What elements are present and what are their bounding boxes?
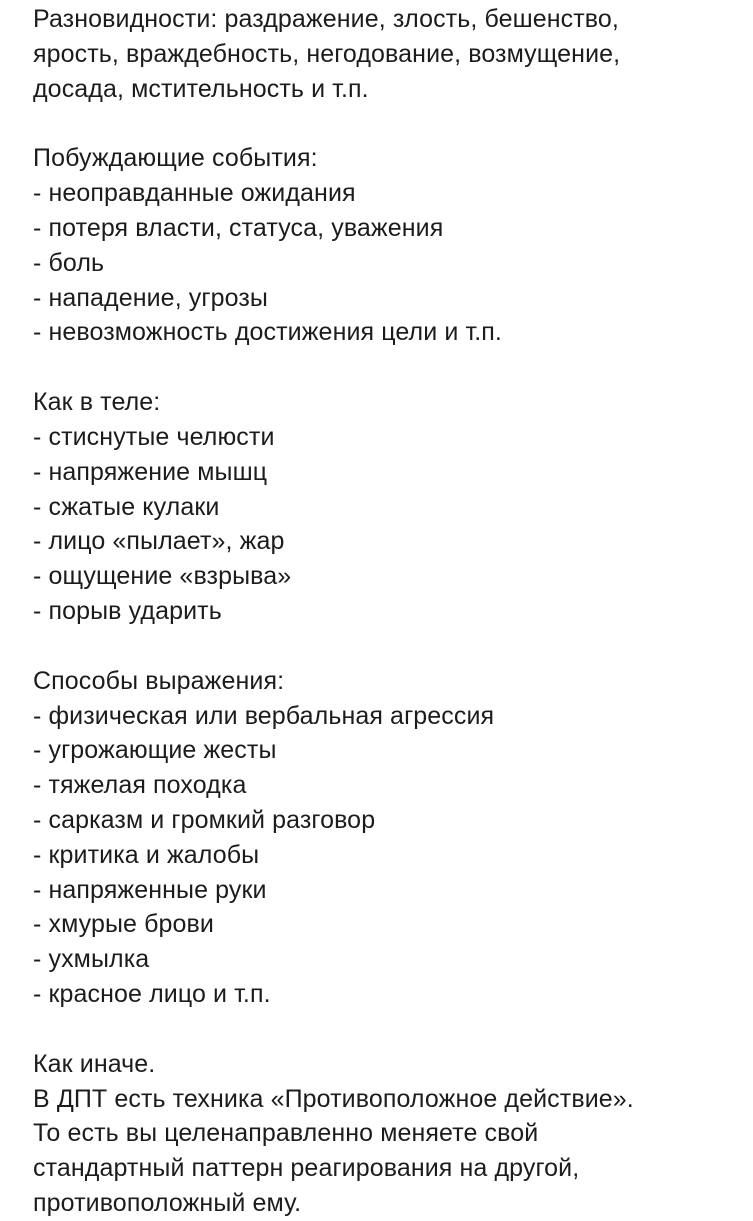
list-item: - боль [33, 248, 105, 277]
alternative-heading: Как иначе. [33, 1049, 156, 1078]
list-item: - порыв ударить [33, 596, 222, 625]
list-item: - напряжение мышц [33, 457, 268, 486]
list-item: - стиснутые челюсти [33, 422, 275, 451]
list-item: - лицо «пылает», жар [33, 527, 285, 556]
expression-heading: Способы выражения: [33, 666, 285, 695]
list-item: - нападение, угрозы [33, 283, 268, 312]
list-item: - критика и жалобы [33, 840, 260, 869]
list-item: - тяжелая походка [33, 771, 247, 800]
varieties-line: досада, мстительность и т.п. [33, 74, 369, 103]
alternative-section [33, 1047, 741, 1221]
varieties-line: ярость, враждебность, негодование, возмущение, [33, 39, 621, 68]
list-item: - ощущение «взрыва» [33, 562, 292, 591]
list-item: - физическая или вербальная агрессия [33, 701, 495, 730]
triggers-heading: Побуждающие события: [33, 144, 318, 173]
triggers-section [33, 141, 741, 350]
body-signs-section [33, 385, 741, 629]
list-item: - сжатые кулаки [33, 492, 220, 521]
alternative-line: противоположный ему. [33, 1188, 302, 1217]
list-item: - невозможность достижения цели и т.п. [33, 318, 502, 347]
list-item: - ухмылка [33, 945, 150, 974]
alternative-line: стандартный паттерн реагирования на другой, [33, 1154, 580, 1183]
body-signs-heading: Как в теле: [33, 388, 161, 417]
list-item: - угрожающие жесты [33, 736, 277, 765]
list-item: - красное лицо и т.п. [33, 979, 271, 1008]
alternative-line: В ДПТ есть техника «Противоположное действие». [33, 1084, 634, 1113]
list-item: - хмурые брови [33, 910, 214, 939]
varieties-line: Разновидности: раздражение, злость, бешенство, [33, 5, 619, 33]
list-item: - потеря власти, статуса, уважения [33, 213, 444, 242]
list-item: - неоправданные ожидания [33, 179, 356, 208]
list-item: - напряженные руки [33, 875, 267, 904]
document-body [33, 0, 741, 1221]
varieties-section [33, 2, 741, 106]
list-item: - сарказм и громкий разговор [33, 805, 376, 834]
expression-section [33, 664, 741, 1012]
alternative-line: То есть вы целенаправленно меняете свой [33, 1119, 539, 1148]
